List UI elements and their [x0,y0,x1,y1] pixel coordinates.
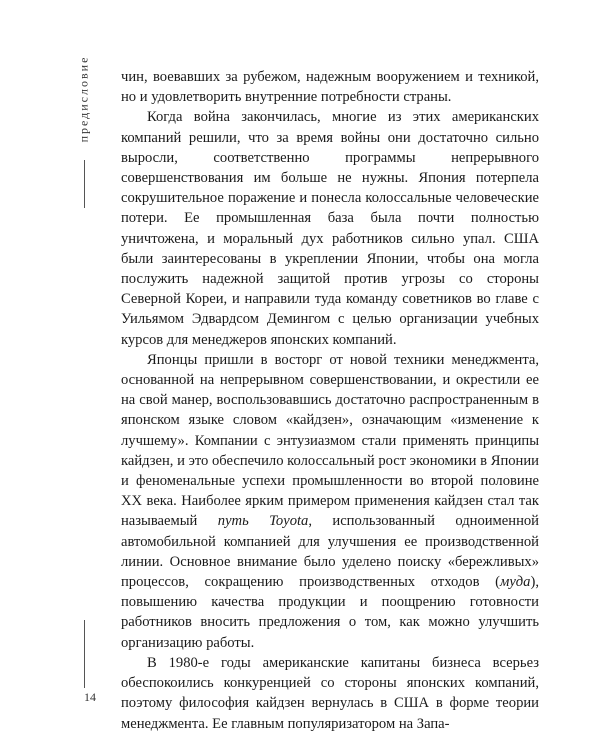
body-text [121,67,539,734]
text-run: Когда война закончилась, многие из этих американских компаний решили, что за время войны они достаточно сильно выросли, соответственно программы непрерывного совершенствования им больше не нужны. Япония потерпела сокрушительное поражение и понесла колоссальные человеческие потери. Ее промышленная база была почти полностью уничтожена, и моральный дух работников сильно упал. США были заинтересованы в укреплении Японии, чтобы она могла послужить надежной защитой против угрозы со стороны Северной Кореи, и направили туда команду советников во главе с Уильямом Эдвардсом Демингом с целью организации учебных курсов для менеджеров японских компаний. [121,109,539,348]
page-number: 14 [84,690,96,704]
text-run: ), повышению качества продукции и поощрению готовности работников вносить предложения о том, как можно улучшить организацию работы. [121,574,539,651]
running-header-text: предисловие [76,55,91,143]
paragraph [121,67,539,107]
paragraph [121,653,539,734]
running-header [75,44,93,154]
margin-rule-bottom [84,620,85,688]
paragraph [121,350,539,653]
margin-rule-top [84,160,85,208]
text-run: , использованный одноименной автомобильной компанией для улучшения ее производственной линии. Основное внимание было уделено поиску «бережливых» процессов, сокращению производственных отходов ( [121,513,539,591]
text-run: Японцы пришли в восторг от новой техники менеджмента, основанной на непрерывном совершенствовании, и окрестили ее на свой манер, воспользовавшись достаточно распространенным в японском языке словом «кайдзен», означающим «изменение к лучшему». Компании с энтузиазмом стали применять принципы кайдзен, и это обеспечило колоссальный рост экономики в Японии и феноменальные успехи промышленности во второй половине XX века. Наиболее ярким примером применения кайдзен стал так называемый [121,351,539,530]
italic-term: муда [500,574,531,591]
italic-term: путь Toyota [217,513,309,530]
paragraph [121,107,539,349]
text-run: В 1980-е годы американские капитаны бизнеса всерьез обеспокоились конкуренцией со стороны японских компаний, поэтому философия кайдзен вернулась в США в форме теории менеджмента. Ее главным популяризатором на Запа- [121,654,539,732]
text-run: чин, воевавших за рубежом, надежным вооружением и техникой, но и удовлетворить внутренние потребности страны. [121,69,539,106]
